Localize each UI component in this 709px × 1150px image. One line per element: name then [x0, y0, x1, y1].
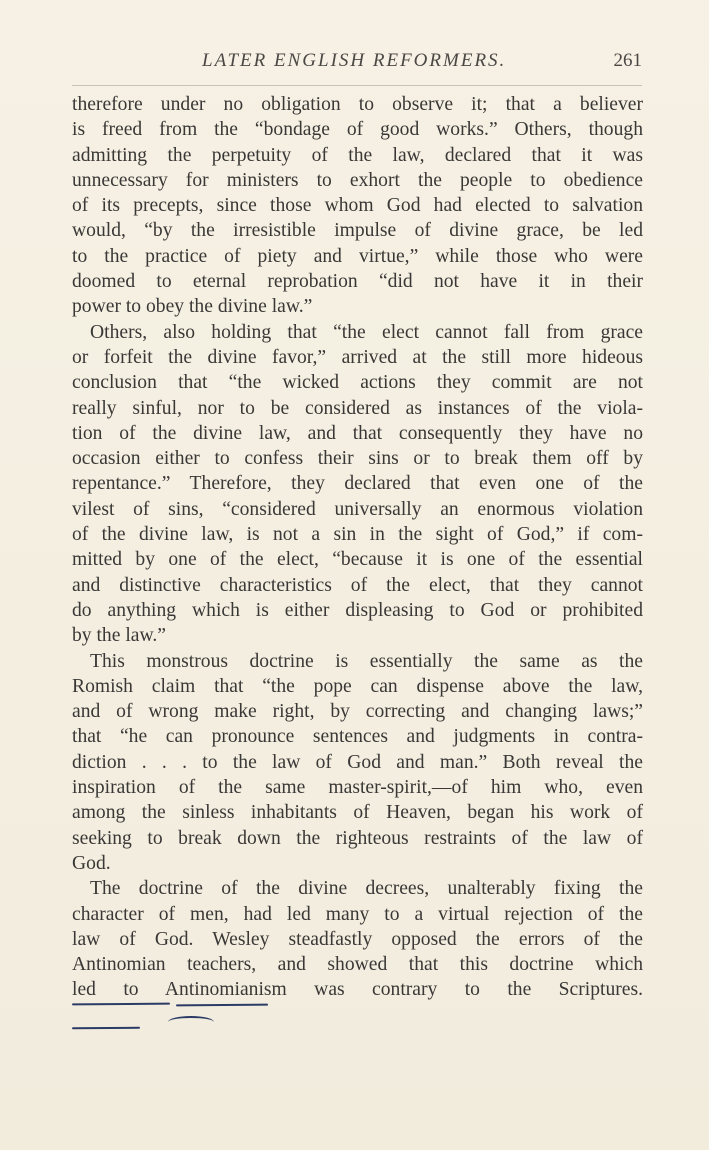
- text-line: character of men, had led many to a virtual rejection of the: [72, 903, 643, 925]
- text-line: by the law.”: [72, 625, 166, 647]
- pen-underline-antinomian: [72, 1003, 170, 1006]
- text-line: and distinctive characteristics of the elect, that they cannot: [72, 574, 643, 596]
- text-line: is freed from the “bondage of good works.” Others, though: [72, 119, 643, 141]
- running-head: [72, 50, 642, 80]
- running-title: LATER ENGLISH REFORMERS.: [202, 50, 507, 71]
- text-line: would, “by the irresistible impulse of divine grace, be led: [72, 220, 643, 242]
- text-line: vilest of sins, “considered universally an enormous violation: [72, 498, 643, 520]
- text-line: that “he can pronounce sentences and judgments in contra-: [72, 726, 643, 748]
- text-line: law of God. Wesley steadfastly opposed the errors of the: [72, 928, 643, 950]
- text-line: doomed to eternal reprobation “did not have it in their: [72, 271, 643, 293]
- text-line: among the sinless inhabitants of Heaven, began his work of: [72, 802, 643, 824]
- text-line: This monstrous doctrine is essentially the same as the: [90, 650, 643, 672]
- text-line: or forfeit the divine favor,” arrived at the still more hideous: [72, 346, 643, 368]
- text-line: do anything which is either displeasing to God or prohibited: [72, 599, 643, 621]
- text-line: of the divine law, is not a sin in the sight of God,” if com-: [72, 524, 643, 546]
- text-line: Romish claim that “the pope can dispense above the law,: [72, 675, 643, 697]
- text-line: therefore under no obligation to observe it; that a believer: [72, 94, 643, 115]
- text-line: Others, also holding that “the elect cannot fall from grace: [90, 321, 643, 343]
- text-line: to the practice of piety and virtue,” while those who were: [72, 245, 643, 267]
- text-line: God.: [72, 852, 111, 874]
- text-line: seeking to break down the righteous restraints of the law of: [72, 827, 643, 849]
- text-line: occasion either to confess their sins or to break them off by: [72, 448, 643, 470]
- text-line: tion of the divine law, and that consequently they have no: [72, 422, 643, 444]
- header-rule: [72, 85, 642, 86]
- text-line: conclusion that “the wicked actions they commit are not: [72, 372, 643, 394]
- text-line: diction . . . to the law of God and man.” Both reveal the: [72, 751, 643, 773]
- text-line: and of wrong make right, by correcting and changing laws;”: [72, 701, 643, 723]
- pen-underline-teachers: [176, 1004, 268, 1007]
- text-line: The doctrine of the divine decrees, unalterably fixing the: [90, 878, 643, 900]
- pen-stroke-mark: [168, 1016, 214, 1028]
- text-line: repentance.” Therefore, they declared that even one of the: [72, 473, 643, 495]
- text-line: unnecessary for ministers to exhort the people to obedience: [72, 169, 643, 191]
- text-line: mitted by one of the elect, “because it is one of the essential: [72, 549, 643, 571]
- text-line: of its precepts, since those whom God had elected to salvation: [72, 195, 643, 217]
- pen-underline-led-to: [72, 1027, 140, 1029]
- text-line: led to Antinomianism was contrary to the Scriptures.: [72, 979, 643, 1001]
- text-line: admitting the perpetuity of the law, declared that it was: [72, 144, 643, 166]
- text-line: Antinomian teachers, and showed that this doctrine which: [72, 954, 643, 976]
- text-line: really sinful, nor to be considered as instances of the viola-: [72, 397, 643, 419]
- text-line: inspiration of the same master-spirit,—of him who, even: [72, 777, 643, 799]
- body-text: [72, 92, 643, 1003]
- page-number: 261: [613, 50, 642, 71]
- text-line: power to obey the divine law.”: [72, 296, 313, 318]
